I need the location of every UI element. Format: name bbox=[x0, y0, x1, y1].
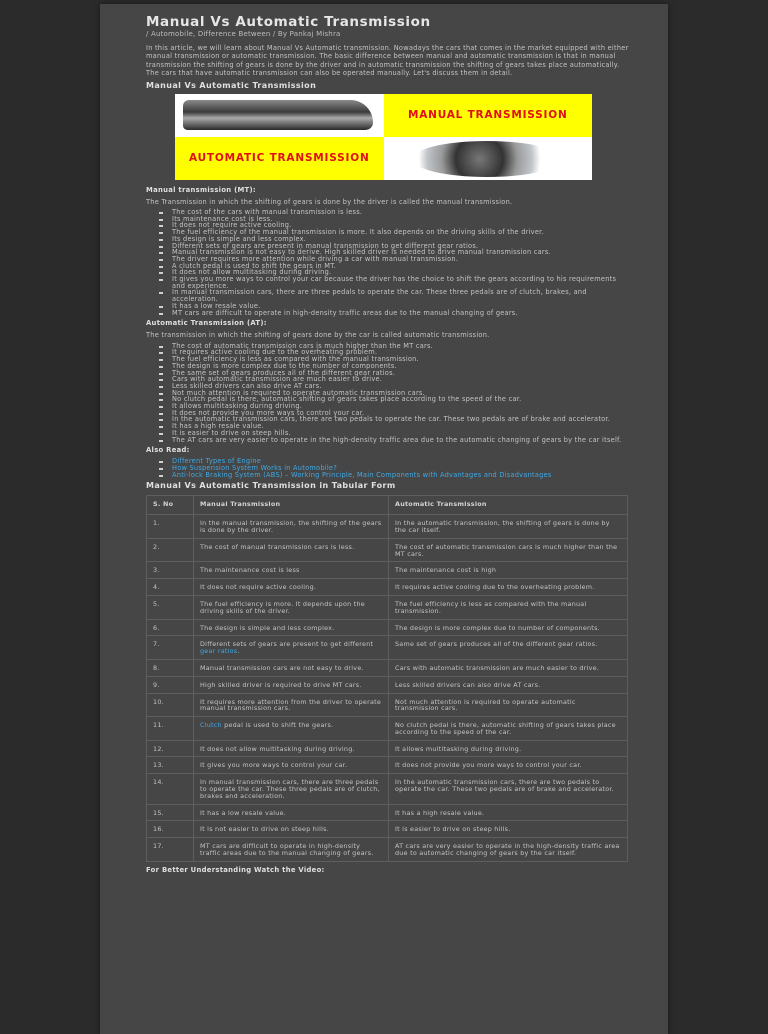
list-item: MT cars are difficult to operate in high-density traffic areas due to the manual changing of gears. bbox=[172, 310, 630, 317]
cell-sno: 13. bbox=[147, 757, 194, 774]
list-item: It does not allow multitasking during driving. bbox=[172, 269, 630, 276]
cell-text: pedal is used to shift the gears. bbox=[221, 721, 334, 730]
article-meta: / Automobile, Difference Between / By Pankaj Mishra bbox=[146, 30, 341, 38]
cell-sno: 1. bbox=[147, 515, 194, 539]
automatic-label: AUTOMATIC TRANSMISSION bbox=[175, 137, 384, 180]
cell-automatic: It is easier to drive on steep hills. bbox=[389, 821, 628, 838]
table-row bbox=[147, 757, 628, 774]
cell-manual: It is not easier to drive on steep hills. bbox=[194, 821, 389, 838]
cell-automatic: It has a high resale value. bbox=[389, 804, 628, 821]
header-automatic: Automatic Transmission bbox=[389, 496, 628, 515]
cell-sno: 12. bbox=[147, 740, 194, 757]
list-item: The same set of gears produces all of the different gear ratios. bbox=[172, 370, 630, 377]
table-row bbox=[147, 838, 628, 862]
automatic-gearbox-image bbox=[175, 94, 384, 137]
article-page bbox=[100, 4, 668, 1034]
list-item: The cost of the cars with manual transmission is less. bbox=[172, 209, 630, 216]
cell-sno: 2. bbox=[147, 538, 194, 562]
list-item: In manual transmission cars, there are three pedals to operate the car. These three pedals are of clutch, brakes, and acceleration. bbox=[172, 289, 630, 302]
cell-manual: The design is simple and less complex. bbox=[194, 619, 389, 636]
table-header-row bbox=[147, 496, 628, 515]
cell-manual bbox=[194, 636, 389, 660]
list-item: Manual transmission is not easy to derive. High skilled driver is needed to drive manual transmission cars. bbox=[172, 249, 630, 256]
cell-automatic: In the automatic transmission cars, there are two pedals to operate the car. These two pedals are of brake and accelerator. bbox=[389, 774, 628, 804]
table-row bbox=[147, 636, 628, 660]
list-item: The fuel efficiency of the manual transmission is more. It also depends on the driving skills of the driver. bbox=[172, 229, 630, 236]
cell-manual: It gives you more ways to control your car. bbox=[194, 757, 389, 774]
table-row bbox=[147, 659, 628, 676]
cell-sno: 9. bbox=[147, 676, 194, 693]
cell-manual: In the manual transmission, the shifting of the gears is done by the driver. bbox=[194, 515, 389, 539]
list-item: It does not require active cooling. bbox=[172, 222, 630, 229]
table-row bbox=[147, 693, 628, 717]
cell-manual bbox=[194, 717, 389, 741]
table-row bbox=[147, 804, 628, 821]
table-row bbox=[147, 717, 628, 741]
cell-automatic: AT cars are very easier to operate in the high-density traffic area due to automatic changing of gears by the car itself. bbox=[389, 838, 628, 862]
table-heading: Manual Vs Automatic Transmission in Tabular Form bbox=[146, 481, 396, 491]
list-item: The AT cars are very easier to operate in the high-density traffic area due to the automatic changing of gears by the car itself. bbox=[172, 437, 630, 444]
list-item: It has a low resale value. bbox=[172, 303, 630, 310]
list-item: Less skilled drivers can also drive AT cars. bbox=[172, 383, 630, 390]
cell-automatic: Same set of gears produces all of the different gear ratios. bbox=[389, 636, 628, 660]
list-item: The fuel efficiency is less as compared with the manual transmission. bbox=[172, 356, 630, 363]
cell-automatic: In the automatic transmission, the shifting of gears is done by the car itself. bbox=[389, 515, 628, 539]
cell-sno: 10. bbox=[147, 693, 194, 717]
list-item: Its design is simple and less complex. bbox=[172, 236, 630, 243]
list-item: The cost of automatic transmission cars is much higher than the MT cars. bbox=[172, 343, 630, 350]
cell-manual: It has a low resale value. bbox=[194, 804, 389, 821]
list-item: A clutch pedal is used to shift the gears in MT. bbox=[172, 263, 630, 270]
table-row bbox=[147, 595, 628, 619]
cell-automatic: It allows multitasking during driving. bbox=[389, 740, 628, 757]
table-row bbox=[147, 821, 628, 838]
cell-automatic: Cars with automatic transmission are much easier to drive. bbox=[389, 659, 628, 676]
mt-definition: The Transmission in which the shifting of gears is done by the driver is called the manual transmission. bbox=[146, 197, 513, 206]
manual-label: MANUAL TRANSMISSION bbox=[384, 94, 593, 137]
list-item: Cars with automatic transmission are much easier to drive. bbox=[172, 376, 630, 383]
cell-automatic: The fuel efficiency is less as compared with the manual transmission. bbox=[389, 595, 628, 619]
inline-link[interactable]: Clutch bbox=[200, 721, 222, 730]
header-manual: Manual Transmission bbox=[194, 496, 389, 515]
cell-automatic: The maintenance cost is high bbox=[389, 562, 628, 579]
cell-sno: 6. bbox=[147, 619, 194, 636]
table-row bbox=[147, 579, 628, 596]
video-heading: For Better Understanding Watch the Video: bbox=[146, 865, 325, 874]
cell-manual: Manual transmission cars are not easy to drive. bbox=[194, 659, 389, 676]
list-item: Its maintenance cost is less. bbox=[172, 216, 630, 223]
link-engine-types[interactable]: Different Types of Engine bbox=[172, 457, 262, 466]
cell-manual: It does not allow multitasking during driving. bbox=[194, 740, 389, 757]
mt-points bbox=[146, 209, 630, 316]
at-definition: The transmission in which the shifting of gears done by the car is called automatic transmission. bbox=[146, 331, 490, 340]
also-read-heading: Also Read: bbox=[146, 446, 190, 455]
inline-link[interactable]: gear ratios bbox=[200, 647, 238, 656]
list-item: Not much attention is required to operate automatic transmission cars. bbox=[172, 390, 630, 397]
cell-sno: 16. bbox=[147, 821, 194, 838]
cell-automatic: Less skilled drivers can also drive AT cars. bbox=[389, 676, 628, 693]
table-row bbox=[147, 774, 628, 804]
list-item: It is easier to drive on steep hills. bbox=[172, 430, 630, 437]
cell-sno: 11. bbox=[147, 717, 194, 741]
article-title: Manual Vs Automatic Transmission bbox=[146, 14, 431, 30]
cell-sno: 4. bbox=[147, 579, 194, 596]
table-row bbox=[147, 538, 628, 562]
cell-sno: 8. bbox=[147, 659, 194, 676]
also-read-links bbox=[146, 458, 630, 478]
table-row bbox=[147, 676, 628, 693]
cell-sno: 17. bbox=[147, 838, 194, 862]
list-item bbox=[172, 472, 630, 479]
cell-manual: In manual transmission cars, there are three pedals to operate the car. These three pedals are of clutch, brakes and acceleration. bbox=[194, 774, 389, 804]
list-item: It requires active cooling due to the overheating problem. bbox=[172, 349, 630, 356]
cell-text: . bbox=[237, 647, 240, 656]
table-row bbox=[147, 562, 628, 579]
cell-automatic: The design is more complex due to number of components. bbox=[389, 619, 628, 636]
cell-automatic: Not much attention is required to operate automatic transmission cars. bbox=[389, 693, 628, 717]
list-item: No clutch pedal is there, automatic shifting of gears takes place according to the speed of the car. bbox=[172, 396, 630, 403]
list-item: It does not provide you more ways to control your car. bbox=[172, 410, 630, 417]
table-row bbox=[147, 619, 628, 636]
cell-sno: 15. bbox=[147, 804, 194, 821]
cell-manual: The fuel efficiency is more. It depends upon the driving skills of the driver. bbox=[194, 595, 389, 619]
manual-gearbox-image bbox=[384, 137, 593, 180]
list-item: The design is more complex due to the number of components. bbox=[172, 363, 630, 370]
cell-automatic: It requires active cooling due to the overheating problem. bbox=[389, 579, 628, 596]
comparison-hero-image bbox=[175, 94, 592, 180]
list-item: The driver requires more attention while driving a car with manual transmission. bbox=[172, 256, 630, 263]
cell-manual: The cost of manual transmission cars is less. bbox=[194, 538, 389, 562]
cell-manual: It requires more attention from the driver to operate manual transmission cars. bbox=[194, 693, 389, 717]
cell-manual: High skilled driver is required to drive MT cars. bbox=[194, 676, 389, 693]
intro-paragraph: In this article, we will learn about Manual Vs Automatic transmission. Nowadays the cars that comes in the market equipped with either manual transmission or automatic transmission. The basic difference between manual and automatic transmission is that in manual transmission the shifting of gears is done by the driver and in automatic transmission the shifting of gears takes place automatically. The cars that have automatic transmission can also be operated manually. Let's discuss them in detail. bbox=[146, 44, 629, 78]
link-suspension-system[interactable]: How Suspension System Works in Automobile? bbox=[172, 463, 337, 472]
cell-automatic: It does not provide you more ways to control your car. bbox=[389, 757, 628, 774]
cell-automatic: The cost of automatic transmission cars is much higher than the MT cars. bbox=[389, 538, 628, 562]
mt-heading: Manual transmission (MT): bbox=[146, 185, 256, 194]
cell-automatic: No clutch pedal is there, automatic shifting of gears takes place according to the speed of the car. bbox=[389, 717, 628, 741]
cell-sno: 3. bbox=[147, 562, 194, 579]
cell-sno: 7. bbox=[147, 636, 194, 660]
table-row bbox=[147, 515, 628, 539]
list-item: In the automatic transmission cars, there are two pedals to operate the car. These two pedals are of brake and accelerator. bbox=[172, 416, 630, 423]
cell-manual: MT cars are difficult to operate in high-density traffic areas due to the manual changing of gears. bbox=[194, 838, 389, 862]
cell-manual: It does not require active cooling. bbox=[194, 579, 389, 596]
section-heading: Manual Vs Automatic Transmission bbox=[146, 80, 317, 90]
cell-manual: The maintenance cost is less bbox=[194, 562, 389, 579]
comparison-table bbox=[146, 495, 628, 862]
at-points bbox=[146, 343, 630, 444]
list-item: It allows multitasking during driving. bbox=[172, 403, 630, 410]
header-sno: S. No bbox=[147, 496, 194, 515]
cell-sno: 5. bbox=[147, 595, 194, 619]
list-item: It has a high resale value. bbox=[172, 423, 630, 430]
cell-sno: 14. bbox=[147, 774, 194, 804]
link-abs[interactable]: Anti-lock Braking System (ABS) – Working Principle, Main Components with Advantages and Disadvantages bbox=[172, 470, 552, 479]
list-item: It gives you more ways to control your car because the driver has the choice to shift the gears according to his requirements and experience. bbox=[172, 276, 630, 289]
at-heading: Automatic Transmission (AT): bbox=[146, 319, 267, 328]
list-item: Different sets of gears are present in manual transmission to get different gear ratios. bbox=[172, 243, 630, 250]
cell-text: Different sets of gears are present to get different bbox=[200, 640, 374, 649]
table-row bbox=[147, 740, 628, 757]
